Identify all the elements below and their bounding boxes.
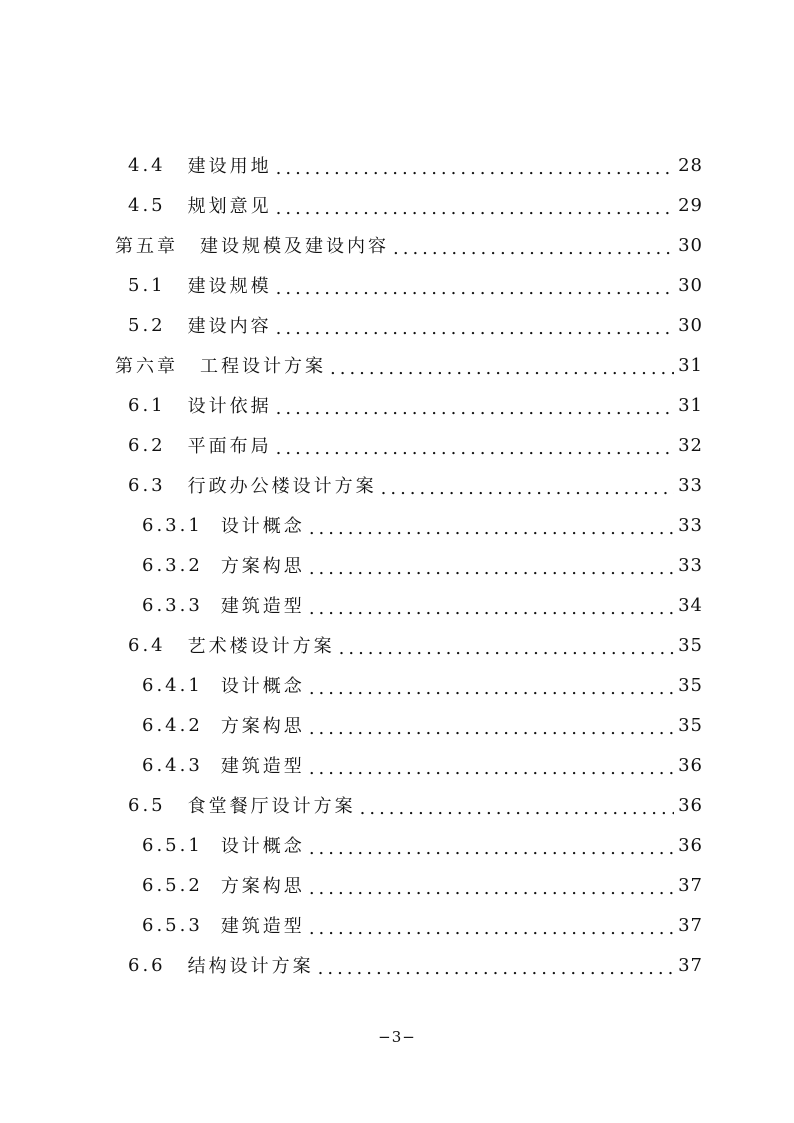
toc-entry-number: 6.4 [128,634,166,656]
toc-entry-number: 6.4.2 [142,714,203,736]
toc-entry-page: 33 [678,514,703,536]
toc-entry[interactable] [128,385,703,425]
toc-entry-title: 艺术楼设计方案 [187,636,335,657]
toc-entry-page: 30 [678,234,703,256]
toc-entry-page: 29 [678,194,703,216]
toc-entry[interactable] [142,705,703,745]
toc-entry-page: 33 [678,554,703,576]
toc-entry-number: 4.5 [128,194,166,216]
toc-entry-page: 33 [678,474,703,496]
toc-entry-title: 方案构思 [220,716,305,737]
toc-entry[interactable] [128,785,703,825]
toc-dot-leader [318,958,674,979]
toc-dot-leader [309,878,674,899]
toc-entry-page: 28 [678,154,703,176]
toc-entry-page: 37 [678,954,703,976]
toc-entry-number: 4.4 [128,154,166,176]
toc-entry-number: 6.4.3 [142,754,203,776]
toc-dot-leader [360,798,674,819]
toc-entry-number: 6.6 [128,954,166,976]
toc-entry-page: 37 [678,874,703,896]
toc-entry[interactable] [128,305,703,345]
toc-dot-leader [276,158,674,179]
toc-entry[interactable] [142,825,703,865]
toc-entry-page: 32 [678,434,703,456]
toc-entry-page: 30 [678,274,703,296]
toc-dot-leader [276,438,674,459]
toc-dot-leader [276,198,674,219]
toc-entry-number: 6.5.3 [142,914,203,936]
toc-dot-leader [309,918,674,939]
toc-entry-page: 36 [678,834,703,856]
page-number-footer: −3− [378,1028,416,1046]
toc-entry[interactable] [142,665,703,705]
toc-entry-page: 37 [678,914,703,936]
toc-entry-title: 方案构思 [220,556,305,577]
toc-entry-title: 规划意见 [187,196,272,217]
toc-entry[interactable] [128,185,703,225]
toc-dot-leader [276,278,674,299]
toc-entry-number: 6.3.1 [142,514,203,536]
toc-entry-title: 方案构思 [220,876,305,897]
toc-entry-title: 设计概念 [220,676,305,697]
toc-entry-number: 6.3 [128,474,166,496]
toc-entry-title: 建筑造型 [220,596,305,617]
toc-entry[interactable] [128,265,703,305]
toc-entry[interactable] [142,865,703,905]
toc-entry-number: 第五章 [115,236,178,257]
toc-entry-number: 5.1 [128,274,166,296]
toc-entry-title: 建筑造型 [220,916,305,937]
toc-entry-page: 35 [678,674,703,696]
toc-entry-number: 6.5.1 [142,834,203,856]
toc-entry-number: 6.5 [128,794,166,816]
toc-entry-title: 食堂餐厅设计方案 [187,796,356,817]
toc-entry-page: 36 [678,754,703,776]
toc-dot-leader [330,358,674,379]
toc-entry[interactable] [128,465,703,505]
toc-entry[interactable] [142,745,703,785]
toc-entry-page: 31 [678,394,703,416]
toc-entry-page: 34 [678,594,703,616]
toc-dot-leader [393,238,674,259]
toc-entry-page: 35 [678,634,703,656]
toc-dot-leader [309,598,674,619]
toc-entry[interactable] [128,625,703,665]
toc-dot-leader [339,638,674,659]
toc-entry-page: 31 [678,354,703,376]
toc-entry-title: 建设用地 [187,156,272,177]
toc-entry-page: 36 [678,794,703,816]
toc-entry-number: 6.1 [128,394,166,416]
toc-entry-page: 35 [678,714,703,736]
toc-entry-title: 工程设计方案 [200,356,326,377]
toc-entry[interactable] [128,945,703,985]
toc-dot-leader [276,398,674,419]
toc-entry-number: 6.3.3 [142,594,203,616]
toc-entry[interactable] [128,425,703,465]
toc-dot-leader [309,678,674,699]
toc-entry-title: 建筑造型 [220,756,305,777]
toc-entry-number: 6.3.2 [142,554,203,576]
toc-entry-number: 第六章 [115,356,178,377]
toc-dot-leader [381,478,674,499]
toc-entry-number: 6.2 [128,434,166,456]
toc-entry-title: 平面布局 [187,436,272,457]
toc-entry-page: 30 [678,314,703,336]
toc-entry-number: 6.5.2 [142,874,203,896]
toc-entry[interactable] [142,905,703,945]
toc-entry[interactable] [115,225,703,265]
toc-entry-title: 结构设计方案 [187,956,314,977]
toc-entry-title: 设计概念 [220,836,305,857]
toc-entry-title: 建设规模及建设内容 [200,236,389,257]
toc-dot-leader [309,518,674,539]
toc-dot-leader [309,838,674,859]
toc-entry-number: 5.2 [128,314,166,336]
toc-dot-leader [309,558,674,579]
toc-dot-leader [309,758,674,779]
toc-entry-title: 建设规模 [187,276,272,297]
toc-entry[interactable] [142,585,703,625]
toc-entry[interactable] [142,505,703,545]
toc-entry-title: 设计依据 [187,396,272,417]
toc-entry-title: 设计概念 [220,516,305,537]
toc-entry[interactable] [115,345,703,385]
toc-entry-number: 6.4.1 [142,674,203,696]
toc-dot-leader [309,718,674,739]
toc-entry-title: 建设内容 [187,316,272,337]
toc-dot-leader [276,318,674,339]
toc-entry[interactable] [128,145,703,185]
toc-entry[interactable] [142,545,703,585]
toc-entry-title: 行政办公楼设计方案 [187,476,377,497]
